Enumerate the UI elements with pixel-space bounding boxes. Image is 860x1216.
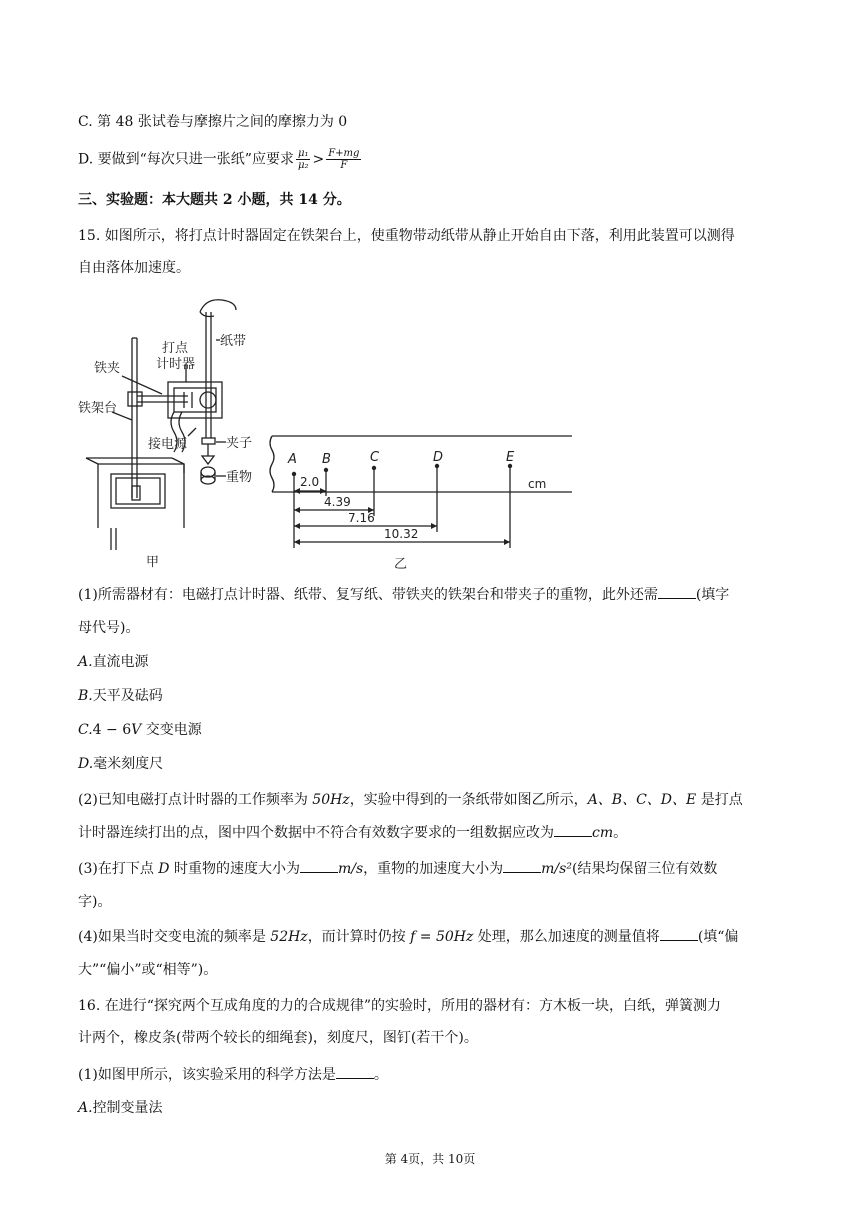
answer-blank <box>660 926 698 941</box>
dist-ab: 2.0 <box>300 475 320 489</box>
q16-stem-line-1: 16. 在进行“探究两个互成角度的力的合成规律”的实验时，所用的器材有：方木板一块，白纸，弹簧测力 <box>78 998 722 1014</box>
text: (4)如果当时交变电流的频率是 <box>78 929 271 945</box>
q15-part4-line-2: 大”“偏小”或“相等”)。 <box>78 962 218 978</box>
option-letter: C. <box>78 722 93 738</box>
text: (1)所需器材有：电磁打点计时器、纸带、复写纸、带铁夹的铁架台和带夹子的重物，此外还需 <box>78 587 658 603</box>
q15-option-d <box>78 754 163 774</box>
unit-cm: cm <box>528 477 547 491</box>
text: (填“偏 <box>697 929 739 945</box>
option-text: C. 第 48 张试卷与摩擦片之间的摩擦力为 0 <box>78 114 348 130</box>
text: A、B、C、D、E <box>587 792 697 808</box>
text: cm <box>592 825 614 841</box>
point-e: E <box>506 450 515 465</box>
dist-ac: 4.39 <box>324 495 351 509</box>
q15-part1-line-2: 母代号)。 <box>78 620 140 636</box>
q15-option-c <box>78 720 202 740</box>
q15-figure <box>76 288 596 578</box>
q16-option-a <box>78 1098 163 1118</box>
fraction-force <box>326 148 361 171</box>
option-14c <box>78 112 347 132</box>
label-dadian-1: 打点 <box>162 341 189 356</box>
option-letter: A. <box>78 654 93 670</box>
text: D <box>158 861 170 877</box>
answer-blank <box>503 858 541 873</box>
text: m/s <box>337 861 364 877</box>
text: (3)在打下点 <box>78 861 159 877</box>
q15-part3-line-2: 字)。 <box>78 894 112 910</box>
text: ，而计算时仍按 <box>307 929 411 945</box>
option-letter: A. <box>78 1100 93 1116</box>
answer-blank <box>554 822 592 837</box>
option-text: 交变电源 <box>141 722 202 738</box>
q15-stem-line-2: 自由落体加速度。 <box>78 260 190 276</box>
fraction-numerator: μ₁ <box>297 148 309 159</box>
answer-blank <box>658 584 696 599</box>
text: m/s² <box>541 861 572 877</box>
option-text: 毫米刻度尺 <box>93 756 164 772</box>
text: (1)如图甲所示，该实验采用的科学方法是 <box>78 1067 336 1083</box>
text: (2)已知电磁打点计时器的工作频率为 <box>78 792 313 808</box>
option-text: 4 − 6 <box>92 722 132 738</box>
caption-yi: 乙 <box>394 557 408 572</box>
text: (填字 <box>695 587 730 603</box>
text: 50Hz <box>312 792 350 808</box>
text: 52Hz <box>270 929 308 945</box>
answer-blank <box>300 858 338 873</box>
point-b: B <box>322 452 331 467</box>
answer-blank <box>336 1064 374 1079</box>
label-zhongwu: 重物 <box>226 470 253 485</box>
text: ，实验中得到的一条纸带如图乙所示， <box>349 792 588 808</box>
option-text: 控制变量法 <box>92 1100 163 1116</box>
fraction-mu <box>296 148 311 171</box>
q15-part2-line-2 <box>78 822 627 843</box>
option-text: 直流电源 <box>92 654 149 670</box>
dist-ad: 7.16 <box>348 511 375 525</box>
q15-part2-line-1 <box>78 790 743 810</box>
label-tiejia: 铁夹 <box>94 361 121 376</box>
q16-stem-line-2: 计两个，橡皮条(带两个较长的细绳套)，刻度尺，图钉(若干个)。 <box>78 1030 478 1046</box>
fraction-denominator: μ₂ <box>297 160 309 171</box>
q15-option-b <box>78 686 163 706</box>
label-jiazi: 夹子 <box>226 436 253 451</box>
label-zhidai: 纸带 <box>220 334 247 349</box>
text: 处理，那么加速度的测量值将 <box>473 929 660 945</box>
option-text: D. 要做到“每次只进一张纸”应要求 <box>78 151 294 168</box>
text: 时重物的速度大小为 <box>169 861 300 877</box>
q15-part4-line-1 <box>78 926 738 947</box>
option-text: 天平及砝码 <box>92 688 163 704</box>
fraction-denominator: F <box>340 160 348 171</box>
q15-part3-line-1 <box>78 858 717 879</box>
option-14d <box>78 148 363 171</box>
label-tiejiatai: 铁架台 <box>78 401 118 416</box>
text: ，重物的加速度大小为 <box>363 861 504 877</box>
page-footer: 第 4页，共 10页 <box>384 1152 476 1166</box>
point-a: A <box>288 452 297 467</box>
q15-option-a <box>78 652 149 672</box>
text: f = 50Hz <box>410 929 474 945</box>
option-letter: D. <box>78 756 94 772</box>
text: 。 <box>373 1067 388 1083</box>
text: (结果均保留三位有效数 <box>571 861 718 877</box>
text: 。 <box>613 825 628 841</box>
section-title: 三、实验题：本大题共 2 小题，共 14 分。 <box>78 192 351 208</box>
inequality-sign: > <box>312 151 325 168</box>
q16-part1 <box>78 1064 388 1085</box>
dist-ae: 10.32 <box>384 527 419 541</box>
caption-jia: 甲 <box>146 555 160 570</box>
q15-stem-line-1: 15. 如图所示，将打点计时器固定在铁架台上，使重物带动纸带从静止开始自由下落，利用此装置可以测得 <box>78 228 735 244</box>
option-letter: B. <box>78 688 93 704</box>
point-d: D <box>433 450 444 465</box>
point-c: C <box>370 450 380 465</box>
q15-part1-line-1 <box>78 584 729 605</box>
label-dadian-2: 计时器 <box>156 357 196 372</box>
unit-v: V <box>131 722 142 738</box>
label-dianyuan: 接电源 <box>148 437 188 452</box>
text: 是打点 <box>696 792 743 808</box>
fraction-numerator: F+mg <box>328 148 360 159</box>
text: 计时器连续打出的点，图中四个数据中不符合有效数字要求的一组数据应改为 <box>78 825 554 841</box>
